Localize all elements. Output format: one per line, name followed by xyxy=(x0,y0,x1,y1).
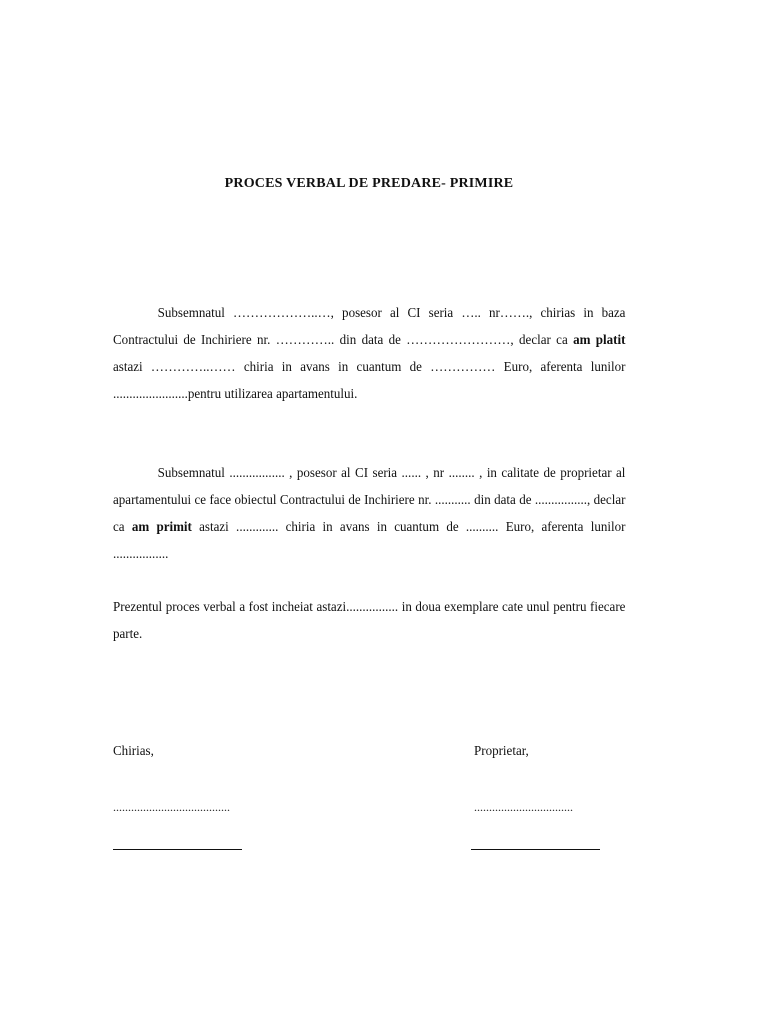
owner-bold-phrase: am primit xyxy=(131,520,192,535)
tenant-declaration-paragraph xyxy=(113,300,625,408)
tenant-name-dots: ....................................... xyxy=(113,800,230,814)
tenant-text-start: Subsemnatul ………………..…, posesor al CI seria ….. nr……., chirias in baza Contractului de Inchiriere nr. ………….. din data de ……………………, declar ca xyxy=(113,306,626,348)
tenant-text-end: astazi …………..…… chiria in avans in cuantum de …………… Euro, aferenta lunilor .......................pentru utilizarea apartamentului. xyxy=(113,360,626,402)
owner-declaration-paragraph xyxy=(113,460,625,568)
closing-paragraph: Prezentul proces verbal a fost incheiat astazi................ in doua exemplare cate unul pentru fiecare parte. xyxy=(113,600,626,642)
owner-signature-label: Proprietar, xyxy=(474,744,529,759)
tenant-signature-label: Chirias, xyxy=(113,744,154,759)
owner-name-dots: ................................. xyxy=(474,800,573,814)
tenant-bold-phrase: am platit xyxy=(573,333,626,348)
document-title: PROCES VERBAL DE PREDARE- PRIMIRE xyxy=(224,176,514,191)
owner-signature-line xyxy=(471,849,600,850)
owner-text-start: Subsemnatul ................. , posesor al CI seria ...... , nr ........ , in calitate de proprietar al apartamentului ce face obiectul Contractului de Inchiriere nr. ........... din data de ................, declar ca xyxy=(113,466,626,535)
tenant-signature-line xyxy=(113,849,242,850)
owner-text-end: astazi ............. chiria in avans in cuantum de .......... Euro, aferenta lunilor ................. xyxy=(113,520,626,562)
